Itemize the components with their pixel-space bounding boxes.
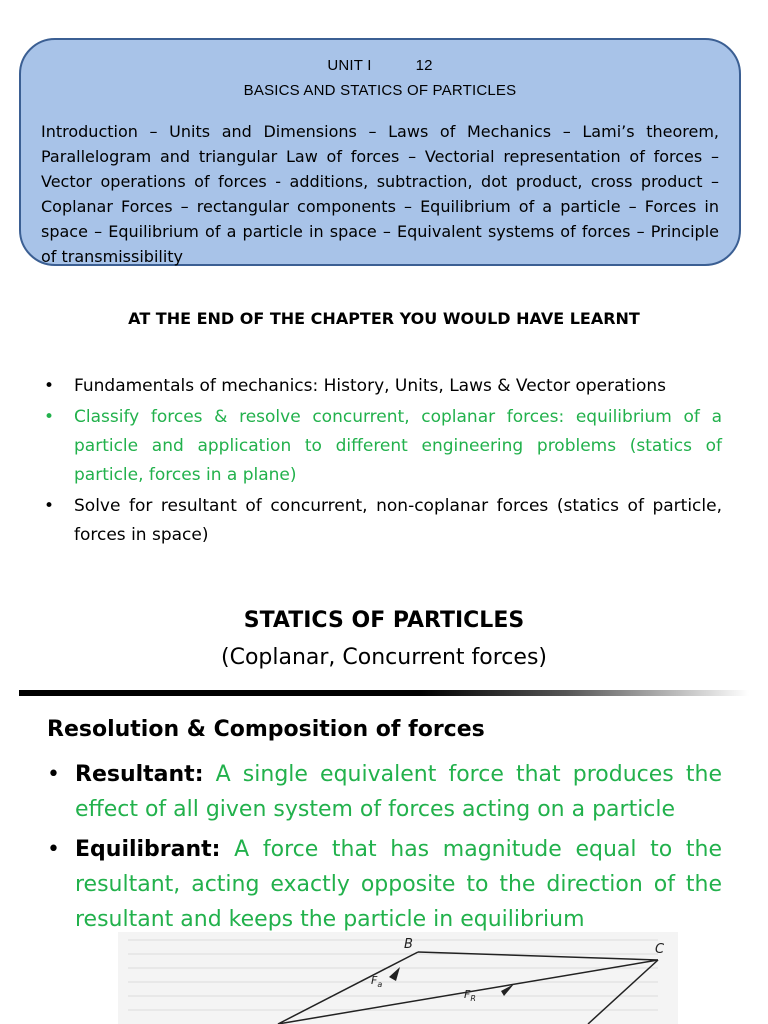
force-fa-label: $F_a$ [371,974,383,989]
bullet-icon: • [47,762,60,787]
force-fr-label: $F_R$ [464,988,476,1003]
definition-term: Equilibrant: [75,837,221,862]
force-parallelogram-figure [118,932,678,1024]
outcome-text: Solve for resultant of concurrent, non-coplanar forces (statics of particle, forces in space) [74,496,722,545]
point-c-label: C [655,942,665,957]
outcome-item [38,492,722,550]
section-divider [19,690,749,696]
definition-text: A force that has magnitude equal to the resultant, acting exactly opposite to the direction of the resultant and keeps the particle in equilibrium [75,837,722,932]
unit-number: 12 [415,57,433,74]
section-title: STATICS OF PARTICLES [243,608,525,633]
outcome-text: Fundamentals of mechanics: History, Units, Laws & Vector operations [74,376,666,396]
unit-summary-box [19,38,741,266]
learning-outcomes-heading: AT THE END OF THE CHAPTER YOU WOULD HAVE LEARNT [128,309,640,328]
outcome-item [38,372,722,401]
resolution-heading: Resolution & Composition of forces [47,717,485,742]
section-subtitle: (Coplanar, Concurrent forces) [221,645,547,670]
unit-description: Introduction – Units and Dimensions – Laws of Mechanics – Lami’s theorem, Parallelogram and triangular Law of forces – Vectorial representation of forces – Vector operations of forces - additions, subtraction, dot product, cross product – Coplanar Forces – rectangular components – Equilibrium of a particle – Forces in space – Equilibrium of a particle in space – Equivalent systems of forces – Principle of transmissibility [41,122,719,266]
point-b-label: B [404,937,413,952]
definitions-list [47,757,722,942]
definition-term: Resultant: [75,762,204,787]
definition-item [47,832,722,937]
bullet-icon: • [44,376,55,396]
outcome-item [38,403,722,490]
outcome-text: Classify forces & resolve concurrent, coplanar forces: equilibrium of a particle and application to different engineering problems (statics of particle, forces in a plane) [74,407,722,485]
unit-title: BASICS AND STATICS OF PARTICLES [243,82,517,99]
bullet-icon: • [47,837,60,862]
unit-label: UNIT I [327,57,372,74]
learning-outcomes-list [38,372,722,552]
definition-text: A single equivalent force that produces the effect of all given system of forces acting on a particle [75,762,722,822]
unit-label-line [21,57,739,74]
definition-item [47,757,722,827]
bullet-icon: • [44,496,55,516]
bullet-icon: • [44,407,55,427]
